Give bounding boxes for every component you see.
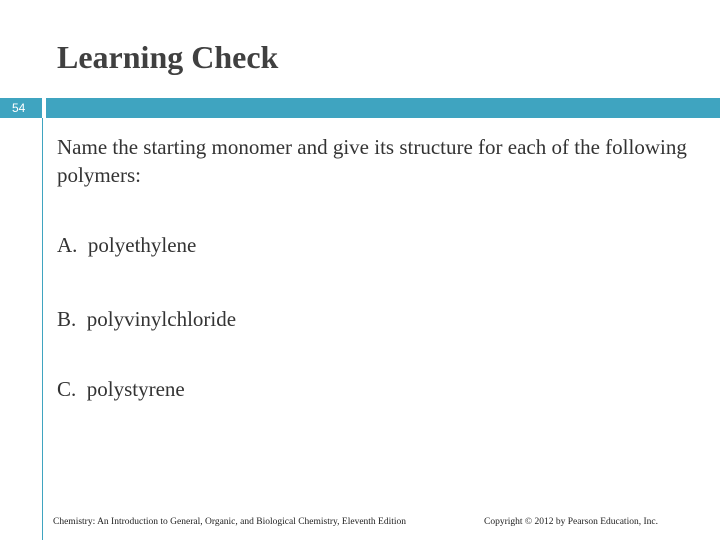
footer-book-title: Chemistry: An Introduction to General, Organic, and Biological Chemistry, Eleventh Edition	[53, 517, 407, 527]
slide-title: Learning Check	[57, 39, 279, 75]
question-prompt: Name the starting monomer and give its structure for each of the following polymers:	[57, 135, 687, 187]
list-item-c: C. polystyrene	[57, 377, 185, 401]
list-item-b: B. polyvinylchloride	[57, 307, 237, 331]
footer-copyright: Copyright © 2012 by Pearson Education, Inc.	[484, 517, 658, 527]
list-item-a: A. polyethylene	[57, 233, 197, 257]
left-accent-rule	[42, 118, 43, 540]
header-accent-bar	[46, 98, 720, 118]
slide-number: 54	[12, 101, 26, 115]
